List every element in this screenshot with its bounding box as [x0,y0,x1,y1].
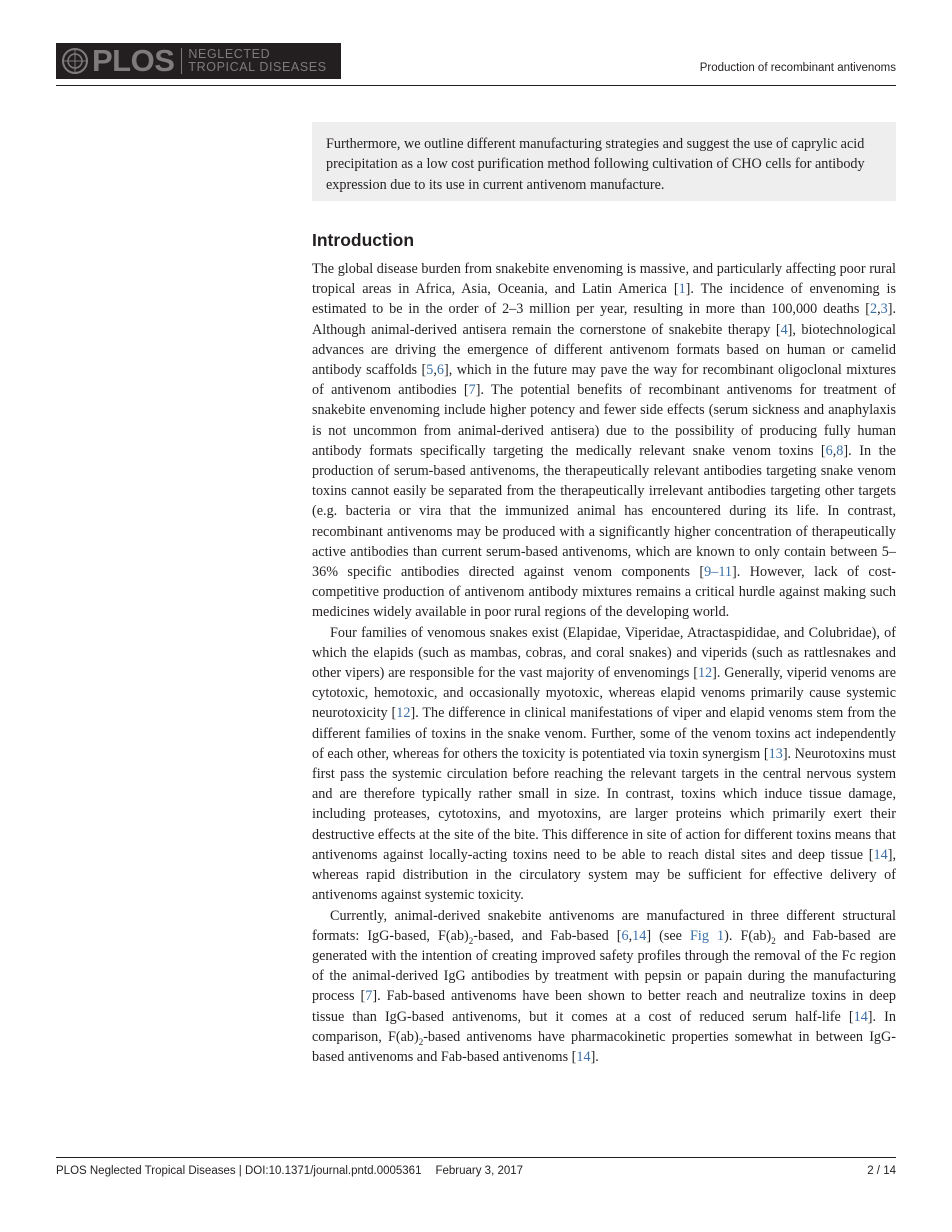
citation-link[interactable]: 5 [426,362,434,379]
citation-link[interactable]: 4 [780,321,788,338]
page-number: 2 / 14 [867,1165,896,1177]
citation-link[interactable]: 7 [468,382,476,399]
citation-link[interactable]: 6 [436,362,445,379]
citation-link[interactable]: 12 [396,705,411,722]
footer-journal: PLOS Neglected Tropical Diseases | DOI:10.1371/journal.pntd.0005361 [56,1165,422,1177]
citation-link[interactable]: 13 [768,745,783,762]
citation-link[interactable]: 3 [880,301,888,318]
citation-link[interactable]: 1 [678,281,686,298]
footer-date: February 3, 2017 [435,1165,524,1177]
paragraph-3: Currently, animal-derived snakebite antivenoms are manufactured in three different structural formats: IgG-based, $F(ab)_2$-based, and Fab-based [6,14] (see Fig 1). $F(ab)_2$ and Fab-based are generated with the intention of creating improved safety profiles through the removal of the Fc region of the animal-derived IgG antibodies by treatment with pepsin or papain during the manufacturing process [7]. Fab-based antivenoms have been shown to better reach and neutralize toxins in deep tissue than IgG-based antivenoms, but it comes at a cost of reduced serum half-life [14]. In comparison, $F(ab)_2$-based antivenoms have pharmacokinetic properties somewhat in between IgG-based antivenoms and Fab-based antivenoms [14]. [312,907,896,1065]
citation-link[interactable]: 14 [873,846,888,863]
header-rule [56,85,896,86]
figure-link[interactable]: Fig 1 [690,927,725,944]
logo-journal-name [188,48,326,74]
citation-link[interactable]: 14 [576,1048,591,1065]
author-summary-box: Furthermore, we outline different manufacturing strategies and suggest the use of caprylic acid precipitation as a low cost purification method following cultivation of CHO cells for antibody expression due to its use in current antivenom manufacture. [312,122,896,201]
citation-link[interactable]: 14 [853,1008,868,1025]
running-head: Production of recombinant antivenoms [699,62,896,74]
citation-link[interactable]: 7 [365,988,373,1005]
body-text [312,259,896,1067]
plos-logo-mark-icon [60,46,90,76]
logo-divider [181,48,182,74]
citation-link[interactable]: 9–11 [704,564,733,581]
section-heading: Introduction [312,230,415,250]
citation-link[interactable]: 6 [825,442,833,459]
paragraph-1: The global disease burden from snakebite envenoming is massive, and particularly affecting poor rural tropical areas in Africa, Asia, Oceania, and Latin America [1]. The incidence of envenoming is estimated to be in the order of 2–3 million per year, resulting in more than 100,000 deaths [2,3]. Although animal-derived antisera remain the cornerstone of snakebite therapy [4], biotechnological advances are driving the emergence of different antivenom formats based on human or camelid antibody scaffolds [5,6], which in the future may pave the way for recombinant oligoclonal mixtures of antivenom antibodies [7]. The potential benefits of recombinant antivenoms for treatment of snakebite envenoming include higher potency and fewer side effects (serum sickness and anaphylaxis is not uncommon from animal-derived antisera) due to the possibility of producing fully human antibody formats specifically targeting the medically relevant snake venom toxins [6,8]. In the production of serum-based antivenoms, the therapeutically relevant antibodies targeting snake venom toxins cannot easily be separated from the therapeutically irrelevant antibodies targeting other targets (e.g. bacteria or vira that the immunized animal has encountered during its life. In contrast, recombinant antivenoms may be produced with a significantly higher concentration of therapeutically active antibodies than current serum-based antivenoms, which are known to only contain between 5–36% specific antibodies directed against venom components [9–11]. However, lack of cost-competitive production of antivenom antibody mixtures remains a critical hurdle against making such medicines widely available in poor rural regions of the developing world. [312,261,897,621]
logo-journal-line1: NEGLECTED [188,47,271,61]
footer-rule [56,1157,896,1158]
citation-link[interactable]: 2 [869,301,878,318]
citation-link[interactable]: 14 [632,927,647,944]
citation-link[interactable]: 12 [697,665,713,682]
logo-plos-text: PLOS [92,43,175,78]
journal-logo [56,43,341,79]
paragraph-2: Four families of venomous snakes exist (Elapidae, Viperidae, Atractaspididae, and Colubridae), of which the elapids (such as mambas, cobras, and coral snakes) and viperids (such as rattlesnakes and other vipers) are responsible for the vast majority of envenomings [12]. Generally, viperid venoms are cytotoxic, hemotoxic, and occasionally myotoxic, whereas elapid venoms primarily cause systemic neurotoxicity [12]. The difference in clinical manifestations of viper and elapid venoms stem from the different families of toxins in the snake venom. Further, some of the venom toxins act independently of each other, whereas for others the toxicity is potentiated via toxin synergism [13]. Neurotoxins must first pass the systemic circulation before reaching the relevant targets in the central nervous system and are therefore typically rather small in size. In contrast, toxins which induce tissue damage, including proteases, cytotoxins, and myotoxins, are larger proteins which primarily exert their destructive effects at the site of the bite. This difference in site of action for different toxins means that antivenoms against locally-acting toxins need to be able to reach distal sites and deep tissue [14], whereas rapid distribution in the circulatory system may be sufficient for effective delivery of antivenoms against systemic toxicity. [312,624,897,904]
citation-link[interactable]: 8 [836,442,844,459]
footer-citation [56,1165,523,1177]
citation-link[interactable]: 6 [621,927,629,944]
logo-journal-line2: TROPICAL DISEASES [188,60,327,74]
